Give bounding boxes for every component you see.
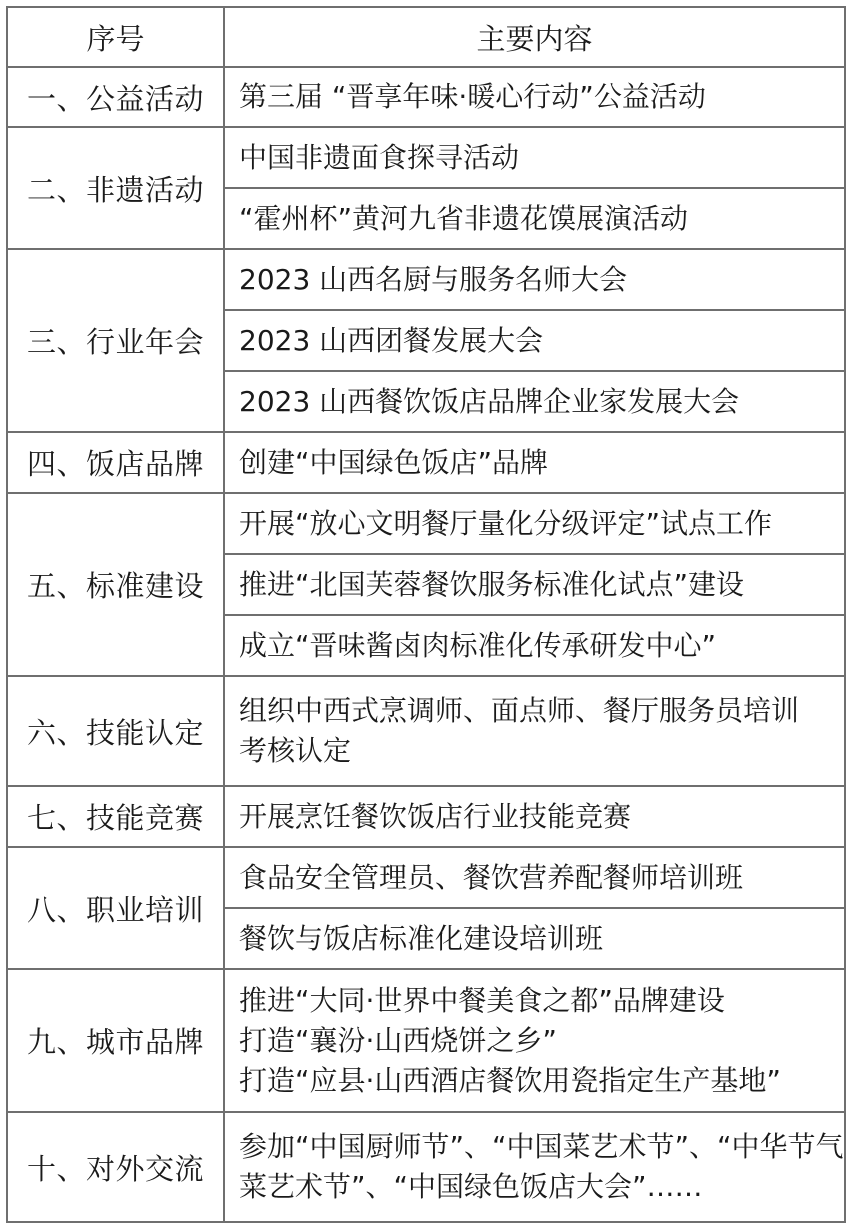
item-cell: 第三届 “晋享年味·暖心行动”公益活动 xyxy=(224,67,845,127)
item-line: 组织中西式烹调师、面点师、餐厅服务员培训 xyxy=(239,694,800,727)
table-row xyxy=(7,67,845,127)
item-cell: 2023 山西名厨与服务名师大会 xyxy=(224,249,845,310)
item-line: 参加“中国厨师节”、“中国菜艺术节”、“中华节气 xyxy=(239,1130,844,1163)
item-line: 考核认定 xyxy=(239,734,352,767)
header-main-content: 主要内容 xyxy=(224,7,845,67)
item-cell: 餐饮与饭店标准化建设培训班 xyxy=(224,908,845,969)
category-cell: 六、技能认定 xyxy=(7,676,224,786)
item-cell: 创建“中国绿色饭店”品牌 xyxy=(224,432,845,493)
category-cell: 三、行业年会 xyxy=(7,249,224,432)
header-sequence: 序号 xyxy=(7,7,224,67)
item-line: 打造“襄汾·山西烧饼之乡” xyxy=(239,1023,557,1057)
item-cell: 推进“北国芙蓉餐饮服务标准化试点”建设 xyxy=(224,554,845,615)
item-cell: 2023 山西餐饮饭店品牌企业家发展大会 xyxy=(224,371,845,432)
table-row xyxy=(7,969,845,1112)
table-row xyxy=(7,847,845,908)
table-row xyxy=(7,676,845,786)
category-cell: 一、公益活动 xyxy=(7,67,224,127)
table-row xyxy=(7,127,845,188)
table-row xyxy=(7,432,845,493)
table-row xyxy=(7,493,845,554)
category-cell: 十、对外交流 xyxy=(7,1112,224,1222)
item-cell: “霍州杯”黄河九省非遗花馍展演活动 xyxy=(224,188,845,249)
table-row xyxy=(7,1112,845,1222)
category-cell: 八、职业培训 xyxy=(7,847,224,969)
item-line: 打造“应县·山西酒店餐饮用瓷指定生产基地” xyxy=(239,1063,781,1097)
table-header-row xyxy=(7,7,845,67)
item-cell xyxy=(224,969,845,1112)
item-cell: 2023 山西团餐发展大会 xyxy=(224,310,845,371)
category-cell: 五、标准建设 xyxy=(7,493,224,676)
item-cell: 食品安全管理员、餐饮营养配餐师培训班 xyxy=(224,847,845,908)
item-line: 菜艺术节”、“中国绿色饭店大会”…… xyxy=(239,1170,703,1203)
table-row xyxy=(7,786,845,847)
item-cell: 中国非遗面食探寻活动 xyxy=(224,127,845,188)
item-cell: 开展烹饪餐饮饭店行业技能竞赛 xyxy=(224,786,845,847)
item-cell: 开展“放心文明餐厅量化分级评定”试点工作 xyxy=(224,493,845,554)
table-row xyxy=(7,249,845,310)
activity-table xyxy=(6,6,846,1223)
category-cell: 七、技能竞赛 xyxy=(7,786,224,847)
item-cell: 成立“晋味酱卤肉标准化传承研发中心” xyxy=(224,615,845,676)
item-cell xyxy=(224,676,845,786)
category-cell: 九、城市品牌 xyxy=(7,969,224,1112)
category-cell: 四、饭店品牌 xyxy=(7,432,224,493)
category-cell: 二、非遗活动 xyxy=(7,127,224,249)
item-cell xyxy=(224,1112,845,1222)
item-line: 推进“大同·世界中餐美食之都”品牌建设 xyxy=(239,983,725,1017)
